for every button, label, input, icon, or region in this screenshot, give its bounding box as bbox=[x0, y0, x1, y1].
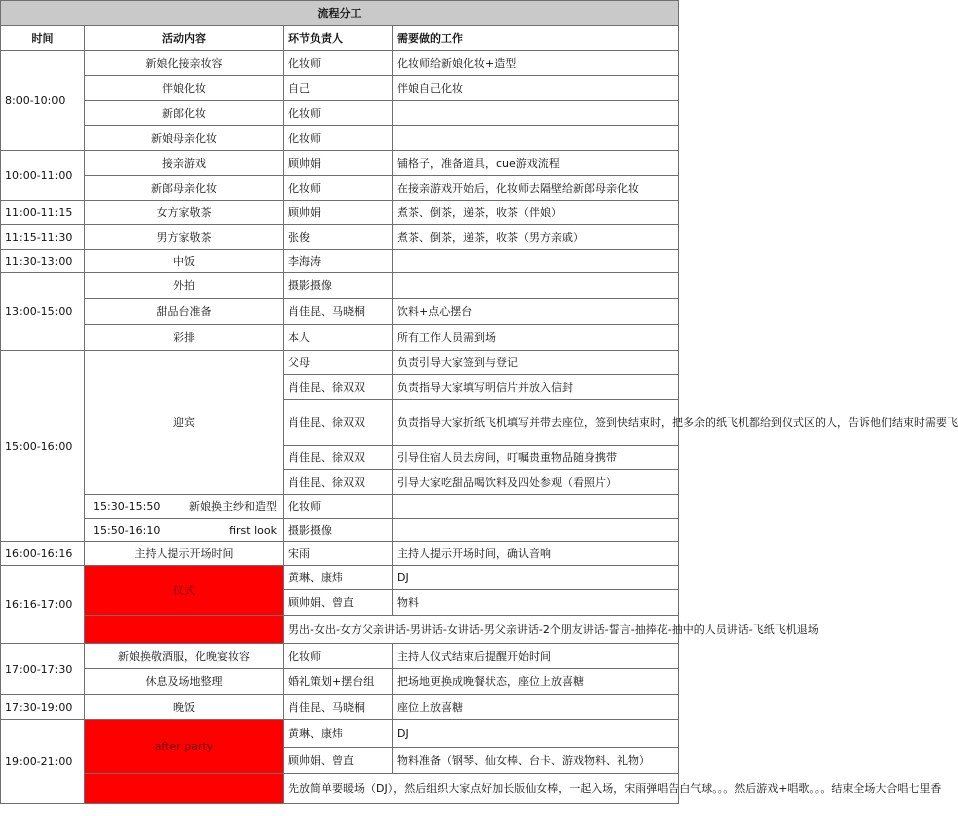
activity-cell-highlight bbox=[85, 616, 284, 644]
header-work: 需要做的工作 bbox=[393, 26, 679, 51]
work-cell: 饮料+点心摆台 bbox=[393, 299, 679, 325]
owner-cell: 父母 bbox=[284, 351, 393, 375]
work-cell: 物料 bbox=[393, 590, 679, 616]
owner-cell: 顾帅娟、曾直 bbox=[284, 590, 393, 616]
time-cell: 15:00-16:00 bbox=[1, 351, 85, 542]
work-cell: 先放简单要暖场（DJ），然后组织大家点好加长版仙女棒，一起入场，宋雨弹唱告白气球。。。然后游戏+唱歌。。。结束全场大合唱七里香 bbox=[284, 774, 679, 804]
activity-cell: 新娘母亲化妆 bbox=[85, 126, 284, 151]
time-cell: 11:30-13:00 bbox=[1, 250, 85, 273]
time-cell: 19:00-21:00 bbox=[1, 720, 85, 804]
work-cell: 煮茶、倒茶，递茶，收茶（伴娘） bbox=[393, 201, 679, 225]
time-cell: 11:00-11:15 bbox=[1, 201, 85, 225]
header-activity: 活动内容 bbox=[85, 26, 284, 51]
activity-cell: 休息及场地整理 bbox=[85, 669, 284, 695]
time-cell: 11:15-11:30 bbox=[1, 225, 85, 250]
owner-cell: 肖佳昆、马晓桐 bbox=[284, 695, 393, 720]
owner-cell: 自己 bbox=[284, 76, 393, 101]
owner-cell: 化妆师 bbox=[284, 51, 393, 76]
owner-cell: 李海涛 bbox=[284, 250, 393, 273]
work-cell: 煮茶、倒茶，递茶，收茶（男方亲戚） bbox=[393, 225, 679, 250]
activity-cell-highlight: 仪式 bbox=[85, 566, 284, 616]
activity-cell: 迎宾 bbox=[85, 351, 284, 495]
activity-cell: 新郎母亲化妆 bbox=[85, 176, 284, 201]
owner-cell: 顾帅娟、曾直 bbox=[284, 748, 393, 774]
work-cell bbox=[393, 273, 679, 299]
work-cell: 在接亲游戏开始后，化妆师去隔壁给新郎母亲化妆 bbox=[393, 176, 679, 201]
work-cell: 把场地更换成晚餐状态，座位上放喜糖 bbox=[393, 669, 679, 695]
owner-cell: 化妆师 bbox=[284, 126, 393, 151]
work-cell: 主持人仪式结束后提醒开始时间 bbox=[393, 644, 679, 669]
activity-cell: 主持人提示开场时间 bbox=[85, 542, 284, 566]
activity-cell bbox=[85, 519, 284, 542]
activity-cell: 彩排 bbox=[85, 325, 284, 351]
owner-cell: 肖佳昆、马晓桐 bbox=[284, 299, 393, 325]
time-cell: 10:00-11:00 bbox=[1, 151, 85, 201]
work-cell: 负责引导大家签到与登记 bbox=[393, 351, 679, 375]
owner-cell: 顾帅娟 bbox=[284, 151, 393, 176]
owner-cell: 本人 bbox=[284, 325, 393, 351]
work-cell: 化妆师给新娘化妆+造型 bbox=[393, 51, 679, 76]
activity-cell: 女方家敬茶 bbox=[85, 201, 284, 225]
time-cell: 8:00-10:00 bbox=[1, 51, 85, 151]
work-cell: 引导住宿人员去房间，叮嘱贵重物品随身携带 bbox=[393, 446, 679, 470]
owner-cell: 婚礼策划+摆台组 bbox=[284, 669, 393, 695]
owner-cell: 肖佳昆、徐双双 bbox=[284, 375, 393, 400]
work-cell: 物料准备（钢琴、仙女棒、台卡、游戏物料、礼物） bbox=[393, 748, 679, 774]
owner-cell: 张俊 bbox=[284, 225, 393, 250]
time-cell: 16:16-17:00 bbox=[1, 566, 85, 644]
header-owner: 环节负责人 bbox=[284, 26, 393, 51]
activity-cell: 男方家敬茶 bbox=[85, 225, 284, 250]
owner-cell: 宋雨 bbox=[284, 542, 393, 566]
work-cell bbox=[393, 519, 679, 542]
work-cell: DJ bbox=[393, 566, 679, 590]
work-cell bbox=[393, 495, 679, 519]
owner-cell: 化妆师 bbox=[284, 644, 393, 669]
activity-cell-highlight bbox=[85, 774, 284, 804]
work-cell bbox=[393, 126, 679, 151]
sub-activity bbox=[85, 500, 283, 513]
time-cell: 16:00-16:16 bbox=[1, 542, 85, 566]
sub-time: 15:30-15:50 bbox=[93, 500, 161, 513]
owner-cell: 黄琳、康炜 bbox=[284, 566, 393, 590]
sub-activity-label: 新娘换主纱和造型 bbox=[189, 500, 277, 513]
time-cell: 17:30-19:00 bbox=[1, 695, 85, 720]
owner-cell: 化妆师 bbox=[284, 495, 393, 519]
work-cell: 负责指导大家折纸飞机填写并带去座位，签到快结束时，把多余的纸飞机都给到仪式区的人，告诉他们结束时需要飞 bbox=[393, 400, 679, 446]
sub-activity bbox=[85, 524, 283, 537]
work-cell: 伴娘自己化妆 bbox=[393, 76, 679, 101]
owner-cell: 肖佳昆、徐双双 bbox=[284, 446, 393, 470]
activity-cell: 外拍 bbox=[85, 273, 284, 299]
sub-time: 15:50-16:10 bbox=[93, 523, 161, 537]
activity-cell: 新娘换敬酒服，化晚宴妆容 bbox=[85, 644, 284, 669]
work-cell bbox=[393, 101, 679, 126]
work-cell: 主持人提示开场时间，确认音响 bbox=[393, 542, 679, 566]
owner-cell: 肖佳昆、徐双双 bbox=[284, 470, 393, 495]
work-cell: 铺格子，准备道具，cue游戏流程 bbox=[393, 151, 679, 176]
work-cell: 男出-女出-女方父亲讲话-男讲话-女讲话-男父亲讲话-2个朋友讲话-誓言-抽捧花-抽中的人员讲话-飞纸飞机退场 bbox=[284, 616, 679, 644]
activity-cell: 晚饭 bbox=[85, 695, 284, 720]
activity-cell bbox=[85, 495, 284, 519]
time-cell: 17:00-17:30 bbox=[1, 644, 85, 695]
work-cell bbox=[393, 250, 679, 273]
sub-activity-label: first look bbox=[229, 523, 277, 537]
work-cell: 所有工作人员需到场 bbox=[393, 325, 679, 351]
activity-cell: 甜品台准备 bbox=[85, 299, 284, 325]
activity-cell: 新娘化接亲妆容 bbox=[85, 51, 284, 76]
header-time: 时间 bbox=[1, 26, 85, 51]
activity-cell: 伴娘化妆 bbox=[85, 76, 284, 101]
owner-cell: 顾帅娟 bbox=[284, 201, 393, 225]
work-cell: 负责指导大家填写明信片并放入信封 bbox=[393, 375, 679, 400]
table-title: 流程分工 bbox=[1, 1, 679, 26]
owner-cell: 化妆师 bbox=[284, 176, 393, 201]
owner-cell: 化妆师 bbox=[284, 101, 393, 126]
owner-cell: 摄影摄像 bbox=[284, 273, 393, 299]
activity-cell: 接亲游戏 bbox=[85, 151, 284, 176]
time-cell: 13:00-15:00 bbox=[1, 273, 85, 351]
activity-cell: 中饭 bbox=[85, 250, 284, 273]
owner-cell: 黄琳、康炜 bbox=[284, 720, 393, 748]
work-cell: DJ bbox=[393, 720, 679, 748]
activity-cell: 新郎化妆 bbox=[85, 101, 284, 126]
work-cell: 引导大家吃甜品喝饮料及四处参观（看照片） bbox=[393, 470, 679, 495]
owner-cell: 摄影摄像 bbox=[284, 519, 393, 542]
work-cell: 座位上放喜糖 bbox=[393, 695, 679, 720]
owner-cell: 肖佳昆、徐双双 bbox=[284, 400, 393, 446]
activity-cell-highlight: after party bbox=[85, 720, 284, 774]
